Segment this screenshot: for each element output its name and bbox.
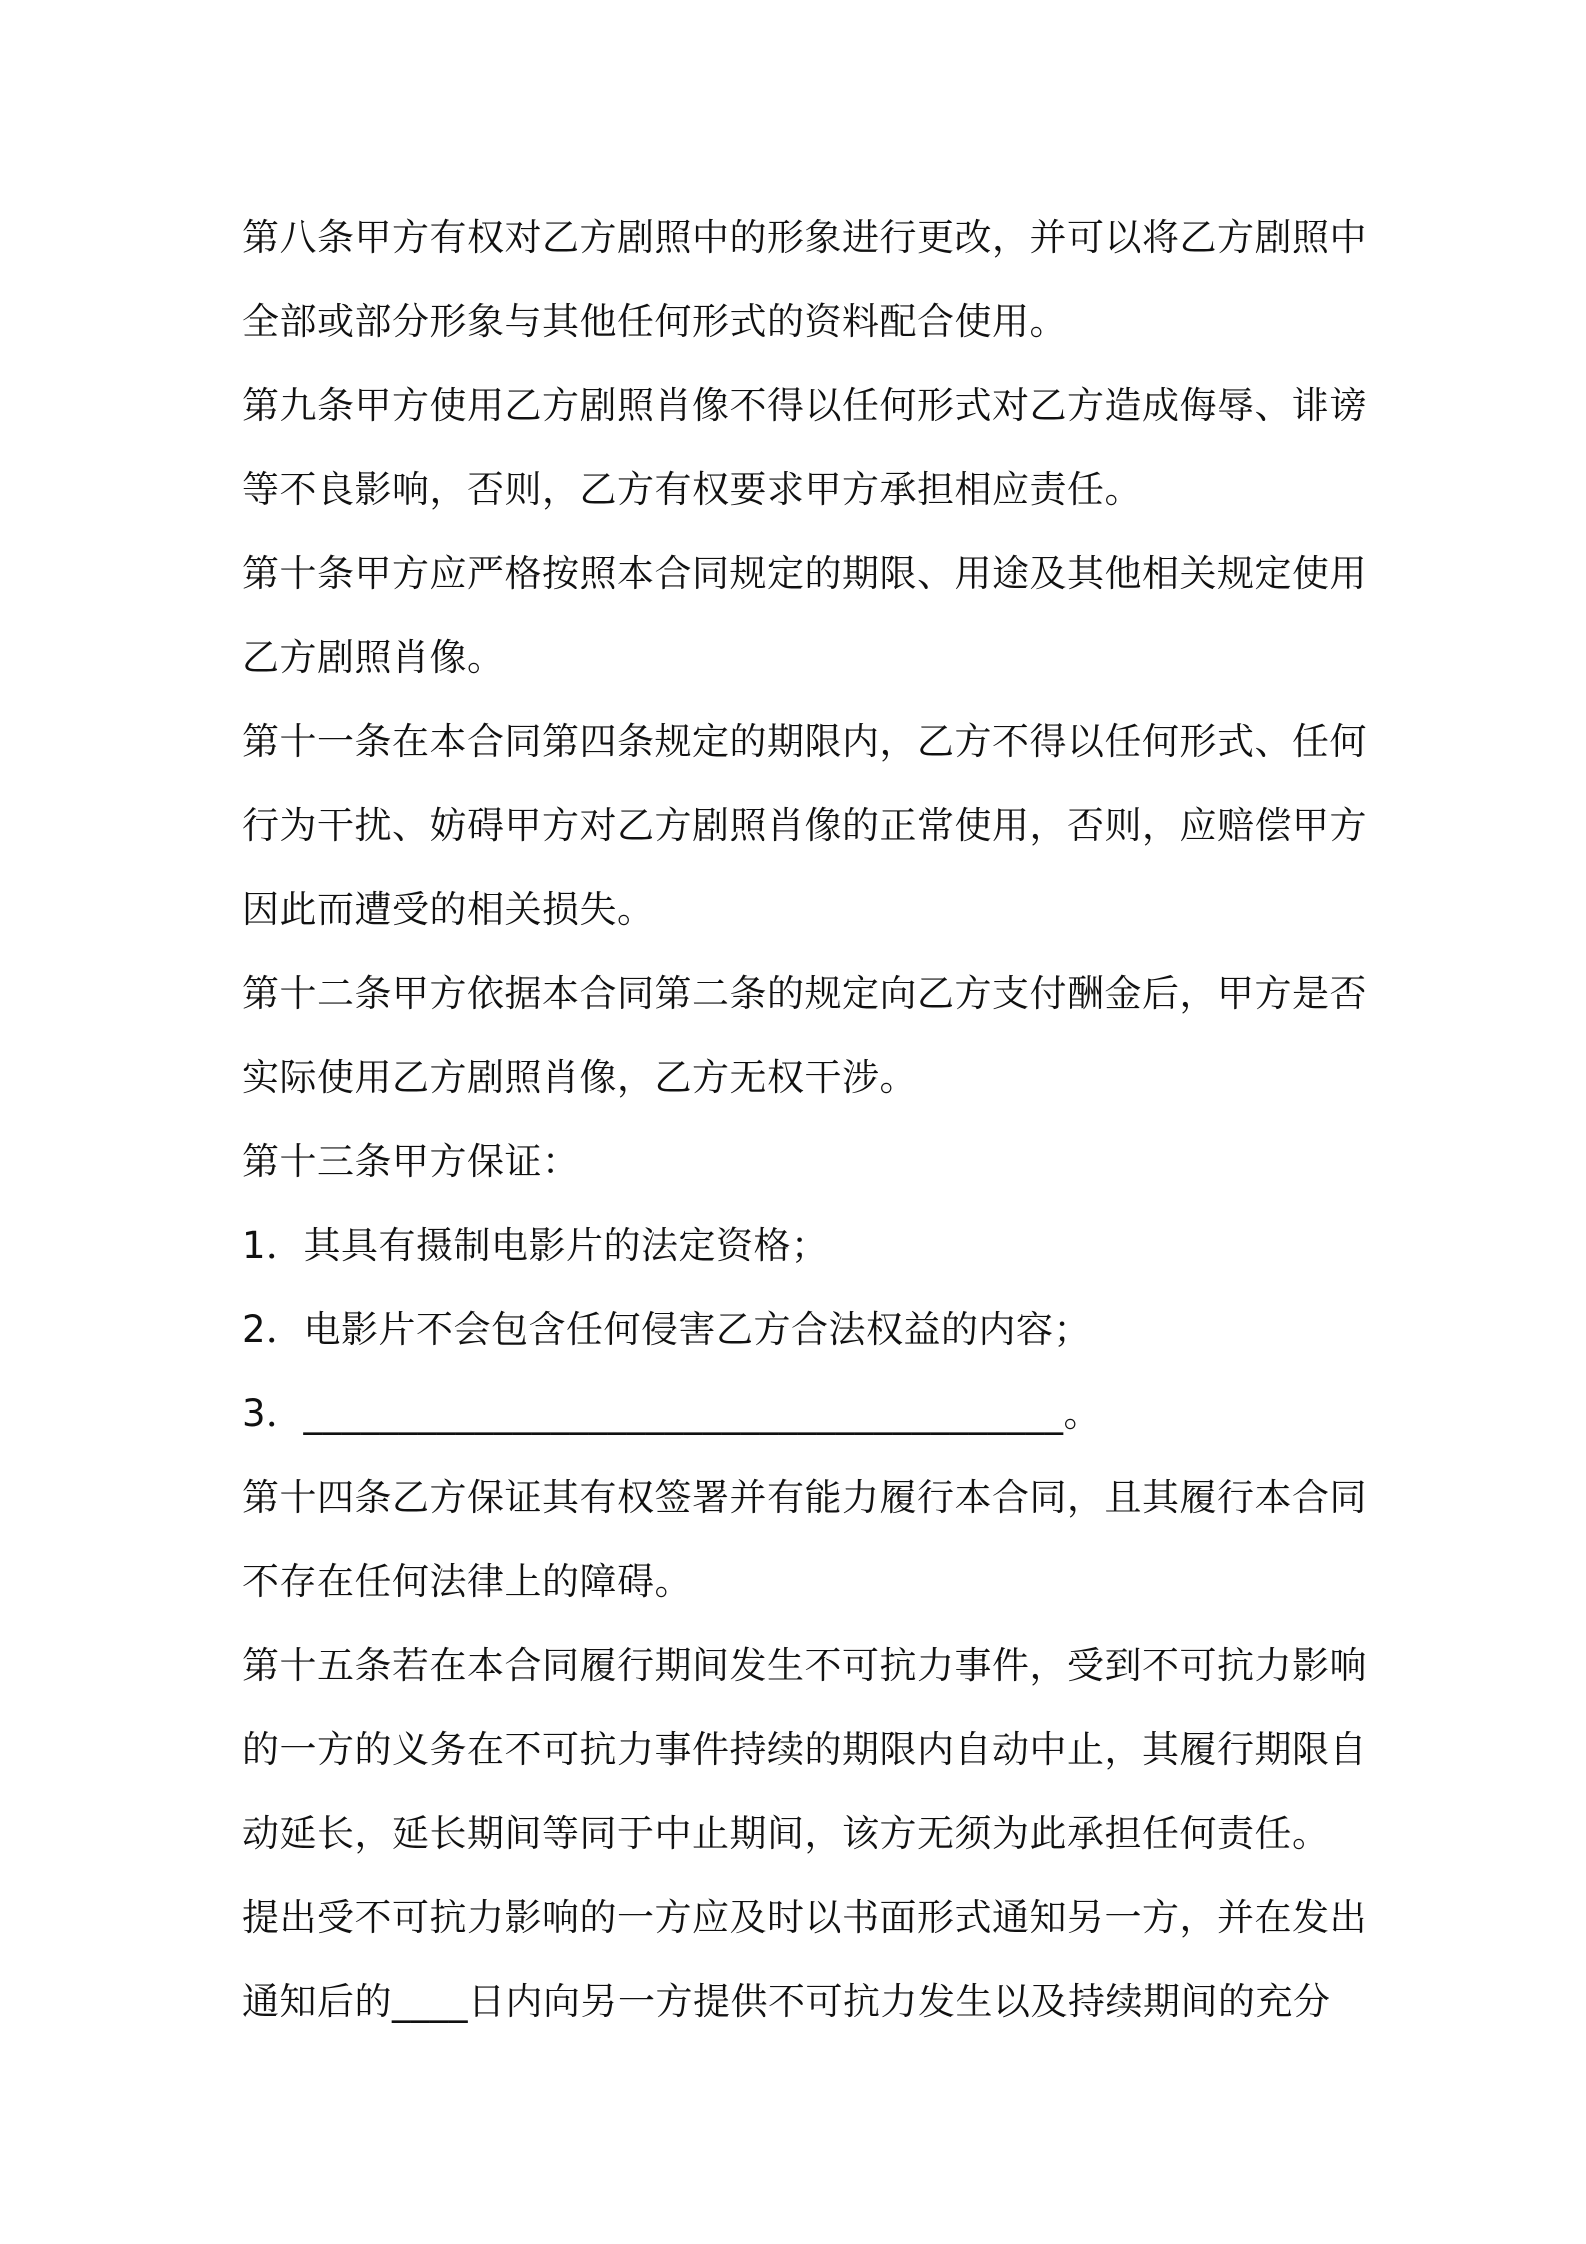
text-line-7: 第十一条在本合同第四条规定的期限内，乙方不得以任何形式、任何 xyxy=(242,720,1367,763)
text-line-13: 1．其具有摄制电影片的法定资格； xyxy=(242,1224,829,1267)
text-line-10: 第十二条甲方依据本合同第二条的规定向乙方支付酬金后，甲方是否 xyxy=(242,972,1367,1015)
text-line-9: 因此而遭受的相关损失。 xyxy=(242,888,655,931)
text-line-14: 2．电影片不会包含任何侵害乙方合法权益的内容； xyxy=(242,1308,1092,1351)
text-line-12: 第十三条甲方保证： xyxy=(242,1140,580,1183)
text-line-6: 乙方剧照肖像。 xyxy=(242,636,505,679)
text-line-19: 的一方的义务在不可抗力事件持续的期限内自动中止，其履行期限自 xyxy=(242,1728,1367,1771)
text-line-5: 第十条甲方应严格按照本合同规定的期限、用途及其他相关规定使用 xyxy=(242,552,1367,595)
text-line-18: 第十五条若在本合同履行期间发生不可抗力事件，受到不可抗力影响 xyxy=(242,1644,1367,1687)
text-line-21: 提出受不可抗力影响的一方应及时以书面形式通知另一方，并在发出 xyxy=(242,1896,1367,1939)
text-line-8: 行为干扰、妨碍甲方对乙方剧照肖像的正常使用，否则，应赔偿甲方 xyxy=(242,804,1367,847)
text-line-15: 3．________________________________________。 xyxy=(242,1392,1102,1435)
text-line-11: 实际使用乙方剧照肖像，乙方无权干涉。 xyxy=(242,1056,917,1099)
text-line-1: 第八条甲方有权对乙方剧照中的形象进行更改，并可以将乙方剧照中 xyxy=(242,216,1367,259)
text-line-17: 不存在任何法律上的障碍。 xyxy=(242,1560,692,1603)
text-line-3: 第九条甲方使用乙方剧照肖像不得以任何形式对乙方造成侮辱、诽谤 xyxy=(242,384,1367,427)
contract-body xyxy=(242,196,1367,2044)
text-line-4: 等不良影响，否则，乙方有权要求甲方承担相应责任。 xyxy=(242,468,1142,511)
text-line-16: 第十四条乙方保证其有权签署并有能力履行本合同，且其履行本合同 xyxy=(242,1476,1367,1519)
text-line-20: 动延长，延长期间等同于中止期间，该方无须为此承担任何责任。 xyxy=(242,1812,1330,1855)
text-line-22: 通知后的____日内向另一方提供不可抗力发生以及持续期间的充分 xyxy=(242,1980,1331,2023)
text-line-2: 全部或部分形象与其他任何形式的资料配合使用。 xyxy=(242,300,1067,343)
